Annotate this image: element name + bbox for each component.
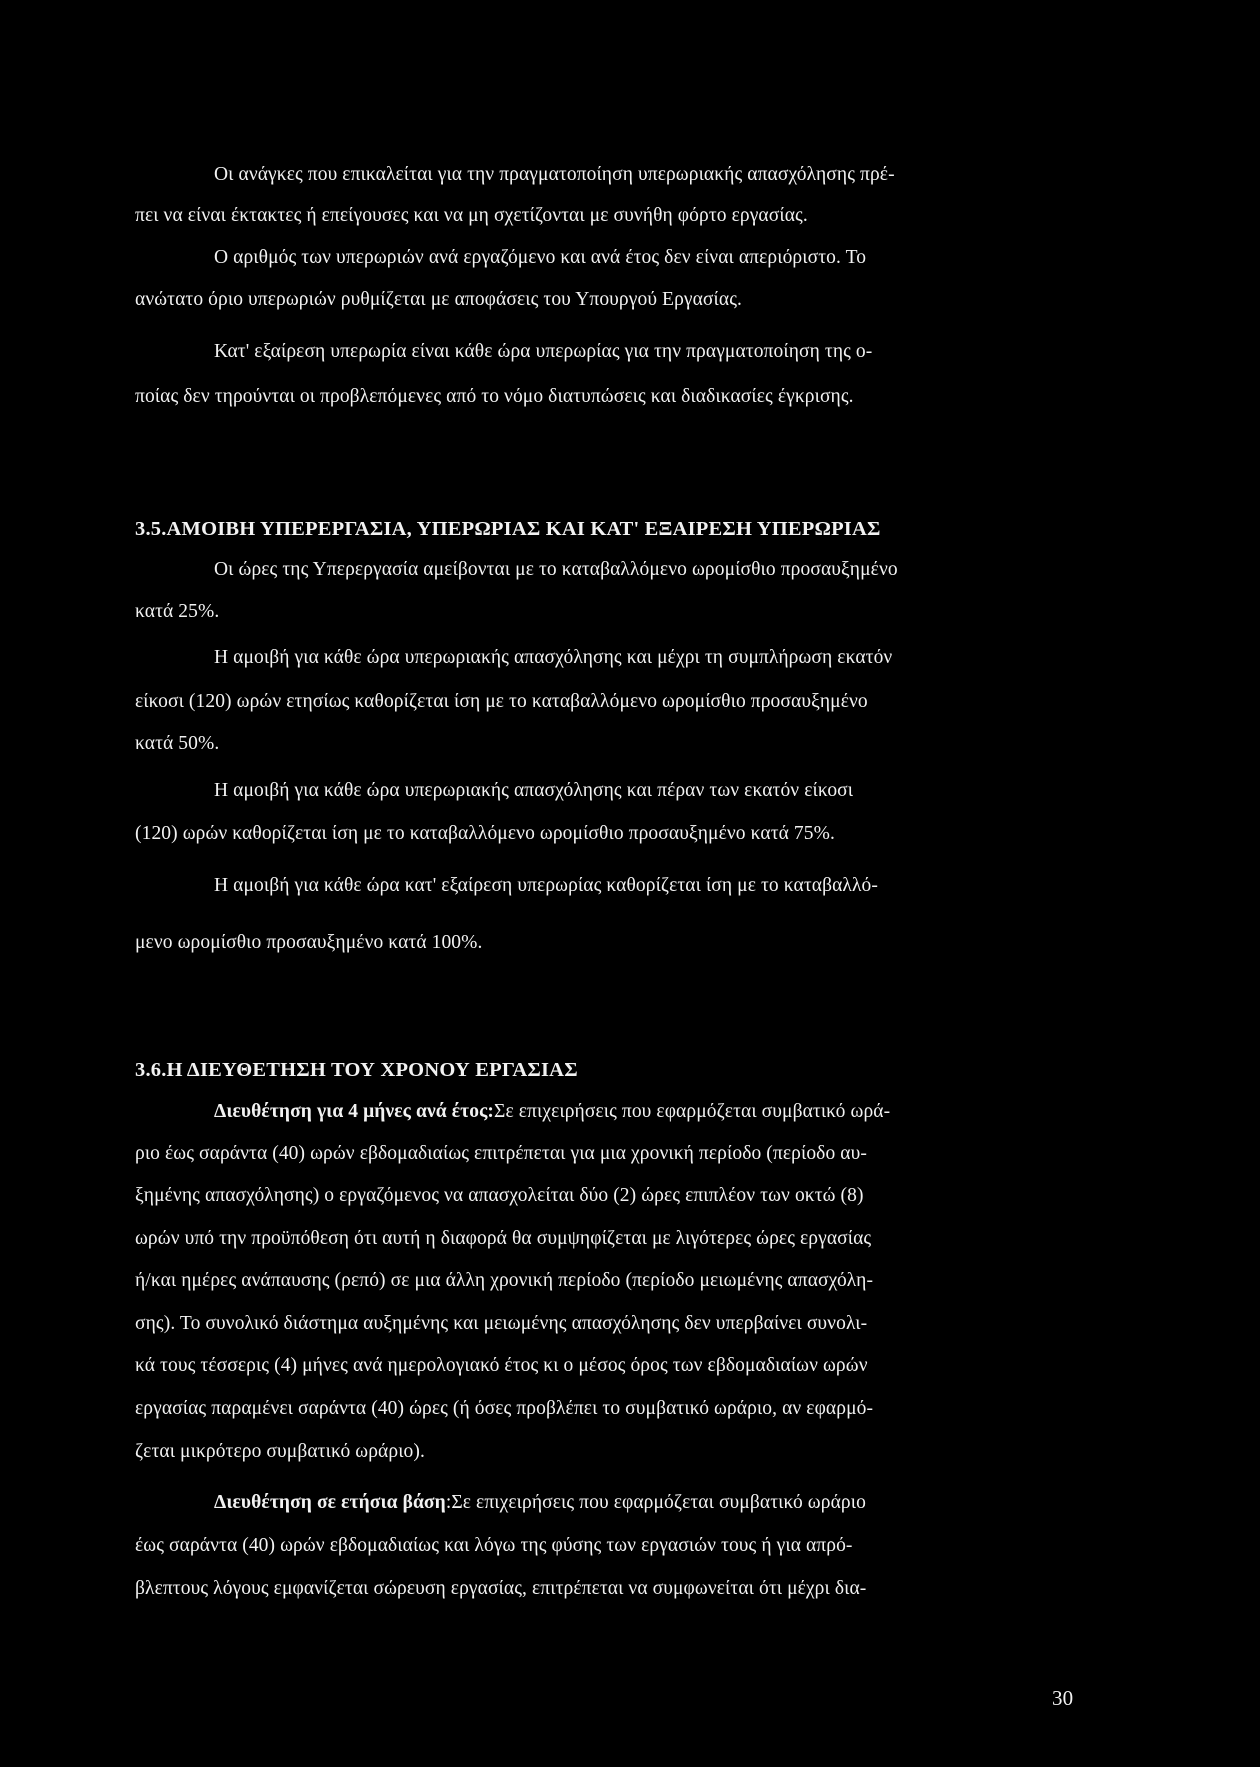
text-line: ζεται μικρότερο συμβατικό ωράριο). [135, 1441, 425, 1462]
text-line: κατά 25%. [135, 601, 220, 622]
page-number: 30 [1052, 1686, 1074, 1710]
text-line: ριο έως σαράντα (40) ωρών εβδομαδιαίως επιτρέπεται για μια χρονική περίοδο (περίοδο αυ- [135, 1143, 867, 1164]
text-line: ανώτατο όριο υπερωριών ρυθμίζεται με αποφάσεις του Υπουργού Εργασίας. [135, 289, 743, 310]
text-line: Οι ώρες της Υπερεργασία αμείβονται με το καταβαλλόμενο ωρομίσθιο προσαυξημένο [214, 559, 898, 580]
text-line: Η αμοιβή για κάθε ώρα υπερωριακής απασχόλησης και πέραν των εκατόν είκοσι [214, 780, 854, 801]
text-line: ωρών υπό την προϋπόθεση ότι αυτή η διαφορά θα συμψηφίζεται με λιγότερες ώρες εργασίας [135, 1228, 872, 1249]
text-line [214, 1099, 890, 1125]
paragraph-lead-bold: Διευθέτηση για 4 μήνες ανά έτος: [214, 1101, 495, 1122]
text-line: βλεπτους λόγους εμφανίζεται σώρευση εργασίας, επιτρέπεται να συμφωνείται ότι μέχρι δια- [135, 1578, 867, 1599]
text-line: εργασίας παραμένει σαράντα (40) ώρες (ή όσες προβλέπει το συμβατικό ωράριο, αν εφαρμό- [135, 1398, 874, 1419]
text-line: έως σαράντα (40) ωρών εβδομαδιαίως και λόγω της φύσης των εργασιών τους ή για απρό- [135, 1535, 853, 1556]
text-line: Η αμοιβή για κάθε ώρα υπερωριακής απασχόλησης και μέχρι τη συμπλήρωση εκατόν [214, 647, 893, 668]
section-heading: 3.6.Η ΔΙΕΥΘΕΤΗΣΗ ΤΟΥ ΧΡΟΝΟΥ ΕΡΓΑΣΙΑΣ [135, 1059, 578, 1081]
text-line: μενο ωρομίσθιο προσαυξημένο κατά 100%. [135, 932, 483, 953]
text-line: πει να είναι έκτακτες ή επείγουσες και να μη σχετίζονται με συνήθη φόρτο εργασίας. [135, 205, 808, 226]
text-line: κά τους τέσσερις (4) μήνες ανά ημερολογιακό έτος κι ο μέσος όρος των εβδομαδιαίων ωρών [135, 1355, 868, 1376]
text-line [214, 1490, 866, 1516]
text-line: ξημένης απασχόλησης) ο εργαζόμενος να απασχολείται δύο (2) ώρες επιπλέον των οκτώ (8) [135, 1185, 864, 1206]
section-heading: 3.5.ΑΜΟΙΒΗ ΥΠΕΡΕΡΓΑΣΙΑ, ΥΠΕΡΩΡΙΑΣ ΚΑΙ ΚΑΤ' ΕΞΑΙΡΕΣΗ ΥΠΕΡΩΡΙΑΣ [135, 518, 881, 540]
paragraph-lead-text: :Σε επιχειρήσεις που εφαρμόζεται συμβατικό ωράριο [445, 1492, 866, 1513]
text-line: κατά 50%. [135, 733, 220, 754]
paragraph-lead-text: Σε επιχειρήσεις που εφαρμόζεται συμβατικό ωρά- [494, 1101, 891, 1122]
text-line: είκοσι (120) ωρών ετησίως καθορίζεται ίση με το καταβαλλόμενο ωρομίσθιο προσαυξημένο [135, 691, 868, 712]
text-line: Ο αριθμός των υπερωριών ανά εργαζόμενο και ανά έτος δεν είναι απεριόριστο. Το [214, 247, 867, 268]
text-line: ή/και ημέρες ανάπαυσης (ρεπό) σε μια άλλη χρονική περίοδο (περίοδο μειωμένης απασχόλη- [135, 1270, 874, 1291]
text-line: ποίας δεν τηρούνται οι προβλεπόμενες από το νόμο διατυπώσεις και διαδικασίες έγκρισης. [135, 386, 854, 407]
text-line: (120) ωρών καθορίζεται ίση με το καταβαλλόμενο ωρομίσθιο προσαυξημένο κατά 75%. [135, 823, 835, 844]
text-line: σης). Το συνολικό διάστημα αυξημένης και μειωμένης απασχόλησης δεν υπερβαίνει συνολι- [135, 1313, 868, 1334]
text-line: Οι ανάγκες που επικαλείται για την πραγματοποίηση υπερωριακής απασχόλησης πρέ- [214, 164, 895, 185]
paragraph-lead-bold: Διευθέτηση σε ετήσια βάση [214, 1492, 446, 1513]
text-line: Η αμοιβή για κάθε ώρα κατ' εξαίρεση υπερωρίας καθορίζεται ίση με το καταβαλλό- [214, 875, 878, 896]
text-line: Κατ' εξαίρεση υπερωρία είναι κάθε ώρα υπερωρίας για την πραγματοποίηση της ο- [214, 341, 873, 362]
